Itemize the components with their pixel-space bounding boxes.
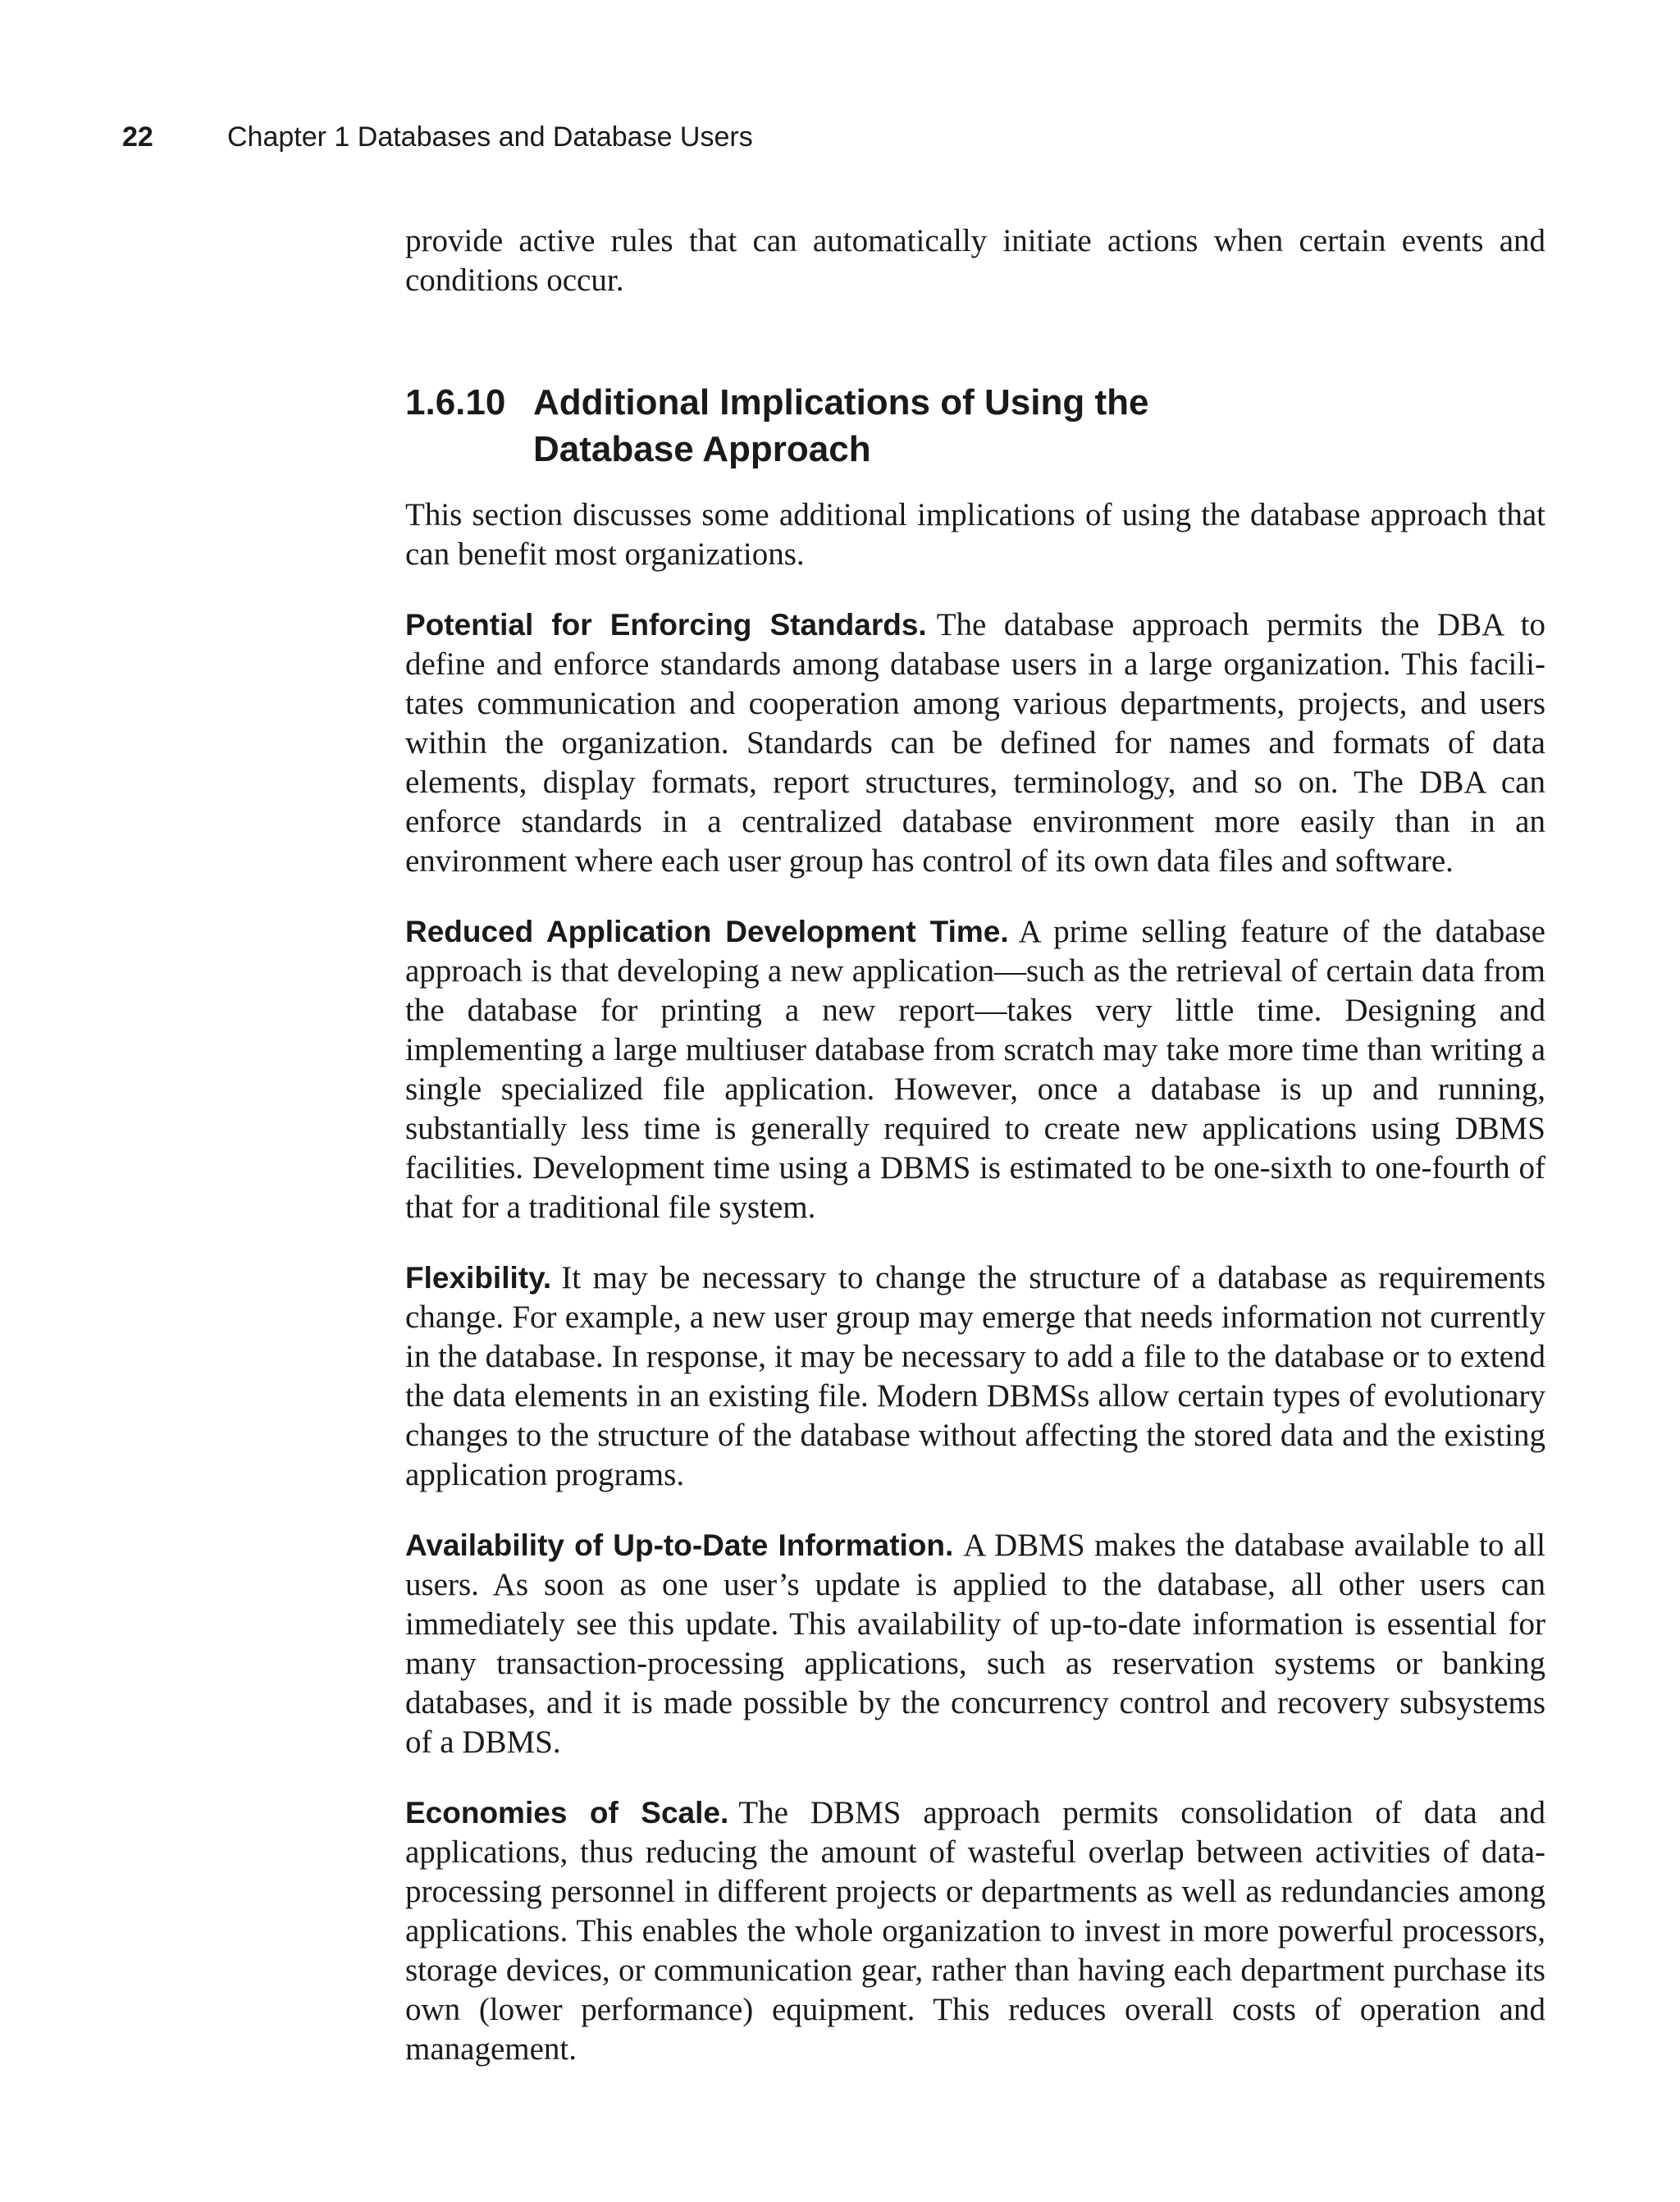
subsection-heading: Availability of Up-to-Date Information. <box>405 1528 954 1562</box>
page-number: 22 <box>122 121 153 153</box>
section-number: 1.6.10 <box>405 382 506 423</box>
paragraph-flexibility <box>405 1259 1545 1495</box>
subsection-body: A prime selling feature of the database approach is that developing a new application—such as the retrieval of certain data from the database for printing a new report—takes very little time. Designing and implementing a large multiuser database from scratch may take more time than writing a single specialized file application. However, once a database is up and running, substantially less time is generally required to create new applications using DBMS facilities. Development time using a DBMS is estimated to be one-sixth to one-fourth of that for a traditional file system. <box>405 914 1545 1225</box>
subsection-heading: Flexibility. <box>405 1261 552 1295</box>
paragraph-economies-of-scale <box>405 1793 1545 2069</box>
paragraph-reduced-development-time <box>405 912 1545 1227</box>
page-body <box>405 222 1545 2100</box>
subsection-heading: Reduced Application Development Time. <box>405 915 1009 948</box>
subsection-body: The database approach permits the DBA to define and enforce standards among database users in a large organization. This facilitates communication and cooperation among various departments, projects, and users within the organization. Standards can be defined for names and formats of data elements, display formats, report structures, terminology, and so on. The DBA can enforce standards in a centralized database environment more easily than in an environment where each user group has control of its own data files and software. <box>405 607 1545 879</box>
running-head <box>122 119 753 155</box>
section-intro-paragraph: This section discusses some additional implications of using the database approach that can benefit most organizations. <box>405 497 1545 572</box>
subsection-body: A DBMS makes the database available to all users. As soon as one user’s update is applied to the database, all other users can immediately see this update. This availability of up-to-date information is essential for many transaction-processing applications, such as reservation systems or banking databases, and it is made possible by the concurrency control and recovery subsystems of a DBMS. <box>405 1528 1545 1760</box>
subsection-body: It may be necessary to change the structure of a database as requirements change. For example, a new user group may emerge that needs information not currently in the database. In response, it may be necessary to add a file to the database or to extend the data elements in an existing file. Modern DBMSs allow certain types of evolutionary changes to the structure of the database without affecting the stored data and the existing application programs. <box>405 1260 1545 1492</box>
subsection-body: The DBMS approach permits consolidation of data and applications, thus reducing the amount of wasteful overlap between activities of data-processing personnel in different projects or departments as well as redundancies among applications. This enables the whole organization to invest in more powerful processors, storage devices, or communication gear, rather than having each department purchase its own (lower performance) equipment. This reduces overall costs of operation and management. <box>405 1795 1545 2067</box>
section-heading <box>405 379 1545 473</box>
section-title: Additional Implications of Using the Database Approach <box>533 382 1149 469</box>
continuation-paragraph: provide active rules that can automatically initiate actions when certain events and conditions occur. <box>405 223 1545 298</box>
subsection-heading: Economies of Scale. <box>405 1796 729 1830</box>
chapter-title: Chapter 1 Databases and Database Users <box>227 121 753 153</box>
paragraph-up-to-date-information <box>405 1526 1545 1762</box>
subsection-heading: Potential for Enforcing Standards. <box>405 608 927 642</box>
paragraph-enforcing-standards <box>405 605 1545 881</box>
